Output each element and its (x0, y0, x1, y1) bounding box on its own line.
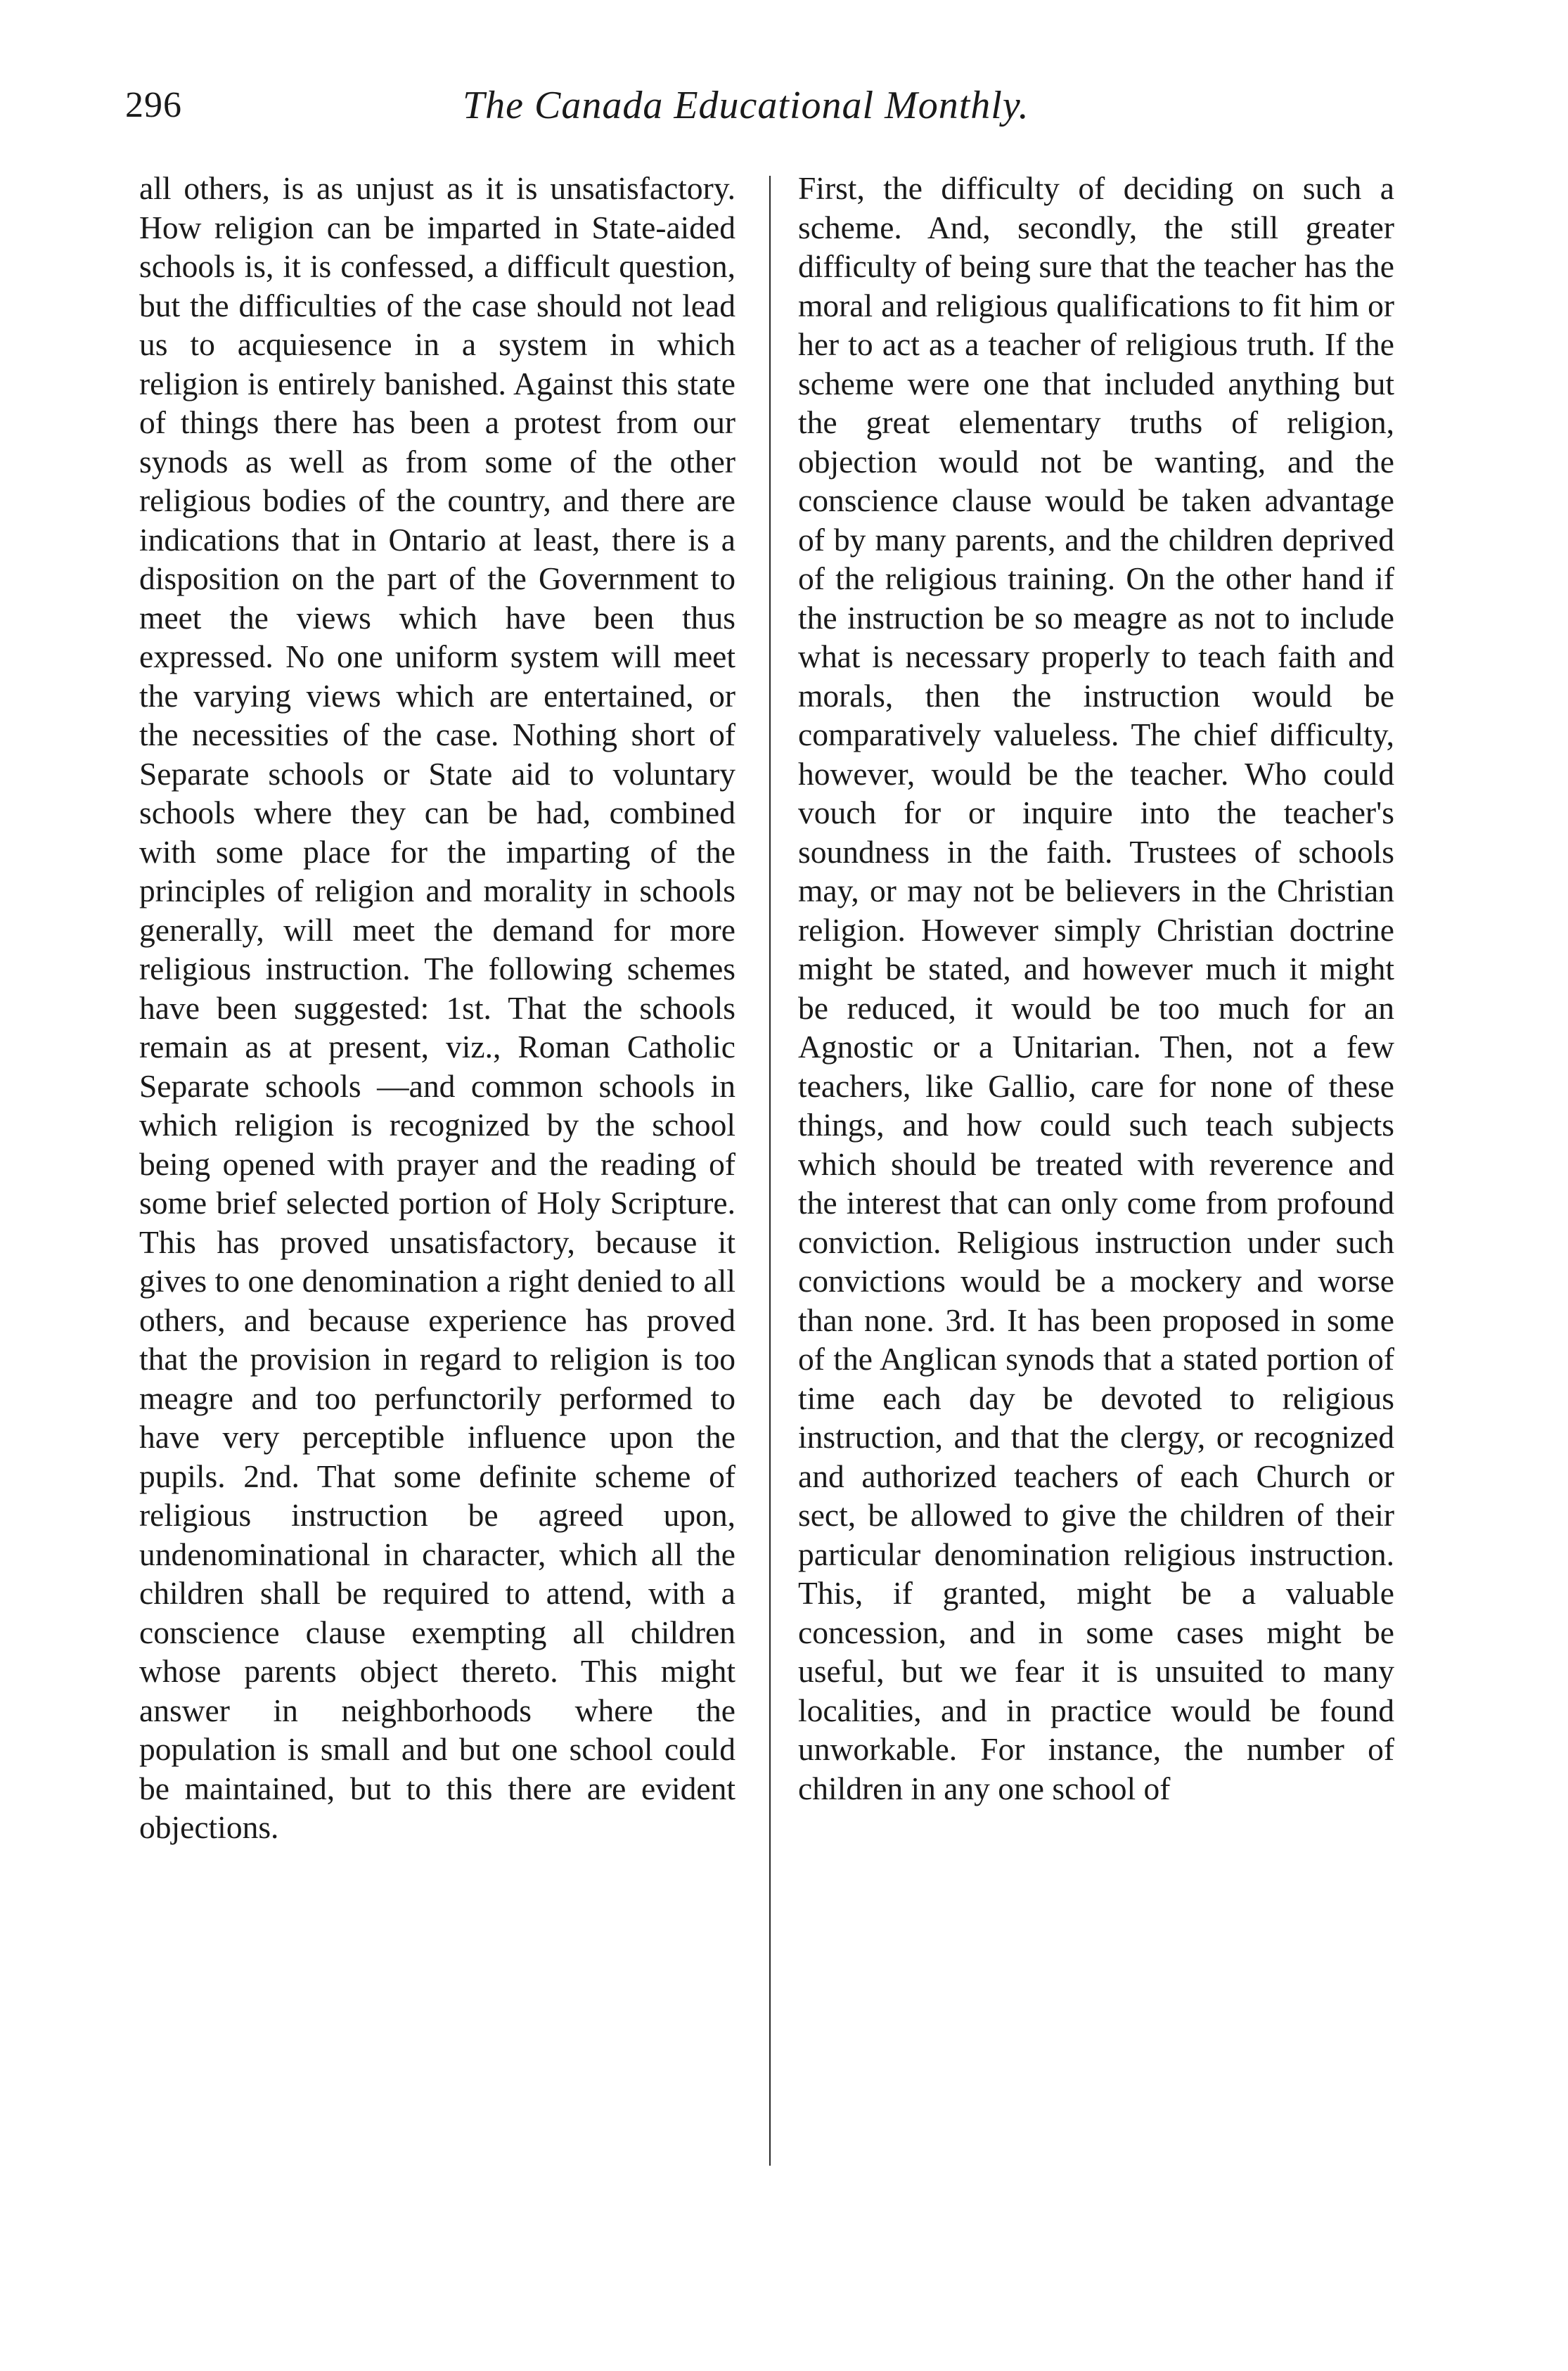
right-column (798, 169, 1394, 1808)
journal-title: The Canada Educational Monthly. (463, 84, 1029, 127)
left-column (139, 169, 735, 1847)
page-number: 296 (125, 85, 182, 125)
left-column-text: all others, is as unjust as it is unsatisfactory. How religion can be imparted in State-aided schools is, it is confessed, a difficult question, but the difficulties of the case should not lead us to acquiesence in a system in which religion is entirely banished. Against this state of things there has been a protest from our synods as well as from some of the other religious bodies of the country, and there are indications that in Ontario at least, there is a disposition on the part of the Government to meet the views which have been thus expressed. No one uniform system will meet the varying views which are entertained, or the necessities of the case. Nothing short of Separate schools or State aid to voluntary schools where they can be had, combined with some place for the imparting of the principles of religion and morality in schools generally, will meet the demand for more religious instruction. The following schemes have been suggested: 1st. That the schools remain as at present, viz., Roman Catholic Separate schools —and common schools in which religion is recognized by the school being opened with prayer and the reading of some brief selected portion of Holy Scripture. This has proved unsatisfactory, because it gives to one denomination a right denied to all others, and because experience has proved that the provision in regard to religion is too meagre and too perfunctorily performed to have very perceptible influence upon the pupils. 2nd. That some definite scheme of religious instruction be agreed upon, undenominational in character, which all the children shall be required to attend, with a conscience clause exempting all children whose parents object thereto. This might answer in neighborhoods where the population is small and but one school could be maintained, but to this there are evident objections. (139, 170, 735, 1845)
column-divider (769, 176, 771, 2166)
right-column-text: First, the difficulty of deciding on such a scheme. And, secondly, the still greater difficulty of being sure that the teacher has the moral and religious qualifications to fit him or her to act as a teacher of religious truth. If the scheme were one that included anything but the great elementary truths of religion, objection would not be wanting, and the conscience clause would be taken advantage of by many parents, and the children deprived of the religious training. On the other hand if the instruction be so meagre as not to include what is necessary properly to teach faith and morals, then the instruction would be comparatively valueless. The chief difficulty, however, would be the teacher. Who could vouch for or inquire into the teacher's soundness in the faith. Trustees of schools may, or may not be believers in the Christian religion. However simply Christian doctrine might be stated, and however much it might be reduced, it would be too much for an Agnostic or a Unitarian. Then, not a few teachers, like Gallio, care for none of these things, and how could such teach subjects which should be treated with reverence and the interest that can only come from profound conviction. Religious instruction under such convictions would be a mockery and worse than none. 3rd. It has been proposed in some of the Anglican synods that a stated portion of time each day be devoted to religious instruction, and that the clergy, or recognized and authorized teachers of each Church or sect, be allowed to give the children of their particular denomination religious instruction. This, if granted, might be a valuable concession, and in some cases might be useful, but we fear it is unsuited to many localities, and in practice would be found unworkable. For instance, the number of children in any one school of (798, 170, 1394, 1806)
running-head (125, 77, 1433, 134)
